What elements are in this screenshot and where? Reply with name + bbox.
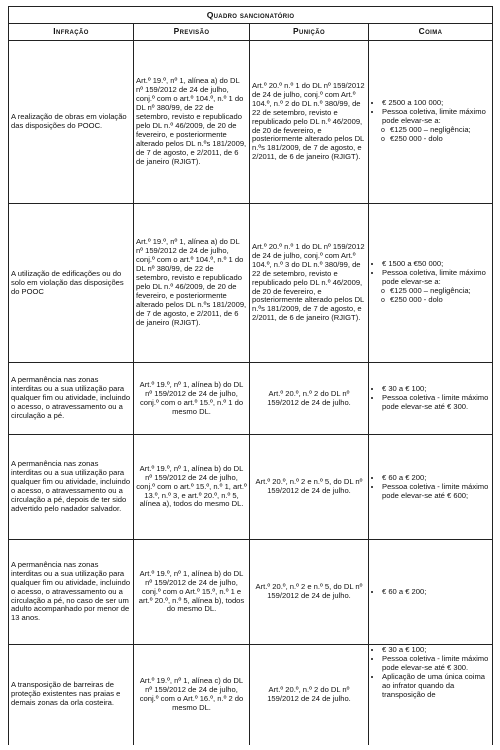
coima-item: • € 1500 a €50 000; <box>382 260 490 269</box>
coima-item: • € 60 a € 200; <box>382 588 490 597</box>
table-title-row <box>9 7 493 24</box>
cell-infracao: A permanência nas zonas interditas ou a sua utilização para qualquer fim ou atividade, incluindo o acesso, o atravessamento ou a circulação a pé, no caso de ser um adulto acompanhado por menor de 13 anos. <box>9 540 134 645</box>
table-header-row <box>9 24 493 41</box>
header-coima: Coima <box>369 24 493 41</box>
cell-infracao: A realização de obras em violação das disposições do POOC. <box>9 41 134 204</box>
cell-punicao: Art.º 20.º, n.º 2 do DL nº 159/2012 de 24 de julho. <box>250 363 369 435</box>
coima-subitem: o €125 000 – negligência; <box>390 126 490 135</box>
table-row <box>9 41 493 204</box>
coima-item: • Aplicação de uma única coima ao infrator quando da transposição de <box>382 673 490 700</box>
cell-coima <box>369 645 493 745</box>
cell-previsao: Art.º 19.º, nº 1, alínea a) do DL nº 159/2012 de 24 de julho, conj.º com o art.º 104.º, n.º 1 do DL nº 380/99, de 22 de setembro, revisto e republicado pelo DL n.º 46/2009, de 20 de fevereiro, e posteriormente alterado pelos DL n.ºs 181/2009, de 7 de agosto, e 2/2011, de 6 de janeiro (RJIGT). <box>134 41 250 204</box>
table-title: Quadro sancionatório <box>9 7 493 24</box>
coima-item: • Pessoa coletiva - limite máximo pode elevar-se até € 300. <box>382 394 490 412</box>
cell-previsao: Art.º 19.º, nº 1, alínea b) do DL nº 159/2012 de 24 de julho, conj.º com o art.º 15.º, n.º 1 do mesmo DL. <box>134 363 250 435</box>
cell-punicao: Art.º 20.º, n.º 2 do DL nº 159/2012 de 24 de julho. <box>250 645 369 745</box>
coima-list <box>371 646 490 700</box>
cell-previsao: Art.º 19.º, nº 1, alínea b) do DL nº 159/2012 de 24 de julho, conj.º com o art.º 15.º, n.º 1, art.º 13.º, n.º 3, e art.º 20.º, n.º 5, alínea a), todos do mesmo DL. <box>134 435 250 540</box>
coima-item-text: Pessoa coletiva, limite máximo pode elevar-se a: <box>382 268 486 287</box>
cell-previsao: Art.º 19.º, nº 1, alínea c) do DL nº 159/2012 de 24 de julho, conj.º com o Art.º 16.º, n.º 2 do mesmo DL. <box>134 645 250 745</box>
coima-item-text: Pessoa coletiva, limite máximo pode elevar-se a: <box>382 107 486 126</box>
coima-subitem: o €250 000 - dolo <box>390 135 490 144</box>
coima-list <box>371 385 490 412</box>
cell-infracao: A utilização de edificações ou do solo em violação das disposições do POOC <box>9 204 134 363</box>
header-infracao: Infração <box>9 24 134 41</box>
cell-infracao: A permanência nas zonas interditas ou a sua utilização para qualquer fim ou atividade, incluindo o acesso, o atravessamento ou a circulação a pé, depois de ter sido advertido pelo nadador salvador. <box>9 435 134 540</box>
table-row <box>9 540 493 645</box>
cell-coima <box>369 540 493 645</box>
table-row <box>9 645 493 745</box>
coima-item: • € 30 a € 100; <box>382 385 490 394</box>
cell-infracao: A transposição de barreiras de proteção existentes nas praias e demais zonas da orla costeira. <box>9 645 134 745</box>
coima-item: • € 2500 a 100 000; <box>382 99 490 108</box>
coima-sublist <box>382 287 490 306</box>
coima-list <box>371 588 490 597</box>
coima-item: • Pessoa coletiva - limite máximo pode elevar-se até € 600; <box>382 483 490 501</box>
coima-list <box>371 260 490 305</box>
cell-punicao: Art.º 20.º n.º 1 do DL nº 159/2012 de 24 de julho, conj.º com Art.º 104.º, n.º 2 do DL n.º 380/99, de 22 de setembro, revisto e republicado pelo DL n.º 46/2009, de 20 de fevereiro, e posteriormente alterado pelos DL n.ºs 181/2009, de 7 de agosto, e 2/2011, de 6 de janeiro (RJIGT). <box>250 41 369 204</box>
coima-list <box>371 474 490 501</box>
coima-item: • € 60 a € 200; <box>382 474 490 483</box>
cell-coima <box>369 435 493 540</box>
cell-punicao: Art.º 20.º, n.º 2 e n.º 5, do DL nº 159/2012 de 24 de julho. <box>250 540 369 645</box>
coima-list <box>371 99 490 144</box>
header-punicao: Punição <box>250 24 369 41</box>
coima-item: • € 30 a € 100; <box>382 646 490 655</box>
sanctions-table <box>8 6 493 745</box>
cell-previsao: Art.º 19.º, nº 1, alínea b) do DL nº 159/2012 de 24 de julho, conj.º com o Art.º 15.º, n.º 1 e art.º 20.º, n.º 5, alínea b), todos do mesmo DL. <box>134 540 250 645</box>
coima-item: • Pessoa coletiva - limite máximo pode elevar-se até € 300. <box>382 655 490 673</box>
cell-punicao: Art.º 20.º, n.º 2 e n.º 5, do DL nº 159/2012 de 24 de julho. <box>250 435 369 540</box>
coima-subitem: o €125 000 – negligência; <box>390 287 490 296</box>
cell-infracao: A permanência nas zonas interditas ou a sua utilização para qualquer fim ou atividade, incluindo o acesso, o atravessamento ou a circulação a pé. <box>9 363 134 435</box>
cell-punicao: Art.º 20.º n.º 1 do DL nº 159/2012 de 24 de julho, conj.º com Art.º 104.º, n.º 3 do DL n.º 380/99, de 22 de setembro, revisto e republicado pelo DL n.º 46/2009, de 20 de fevereiro, e posteriormente alterado pelos DL n.ºs 181/2009, de 7 de agosto, e 2/2011, de 6 de janeiro (RJIGT). <box>250 204 369 363</box>
coima-subitem: o €250 000 - dolo <box>390 296 490 305</box>
cell-coima <box>369 204 493 363</box>
cell-coima <box>369 41 493 204</box>
document-page <box>8 6 492 745</box>
coima-sublist <box>382 126 490 145</box>
table-row <box>9 363 493 435</box>
cell-previsao: Art.º 19.º, nº 1, alínea a) do DL nº 159/2012 de 24 de julho, conj.º com o art.º 104.º, n.º 1 do DL nº 380/99, de 22 de setembro, revisto e republicado pelo DL n.º 46/2009, de 20 de fevereiro, e posteriormente alterado pelos DL n.ºs 181/2009, de 7 de agosto, e 2/2011, de 6 de janeiro (RJIGT). <box>134 204 250 363</box>
header-previsao: Previsão <box>134 24 250 41</box>
table-row <box>9 435 493 540</box>
coima-item <box>382 269 490 305</box>
table-row <box>9 204 493 363</box>
cell-coima <box>369 363 493 435</box>
coima-item <box>382 108 490 144</box>
